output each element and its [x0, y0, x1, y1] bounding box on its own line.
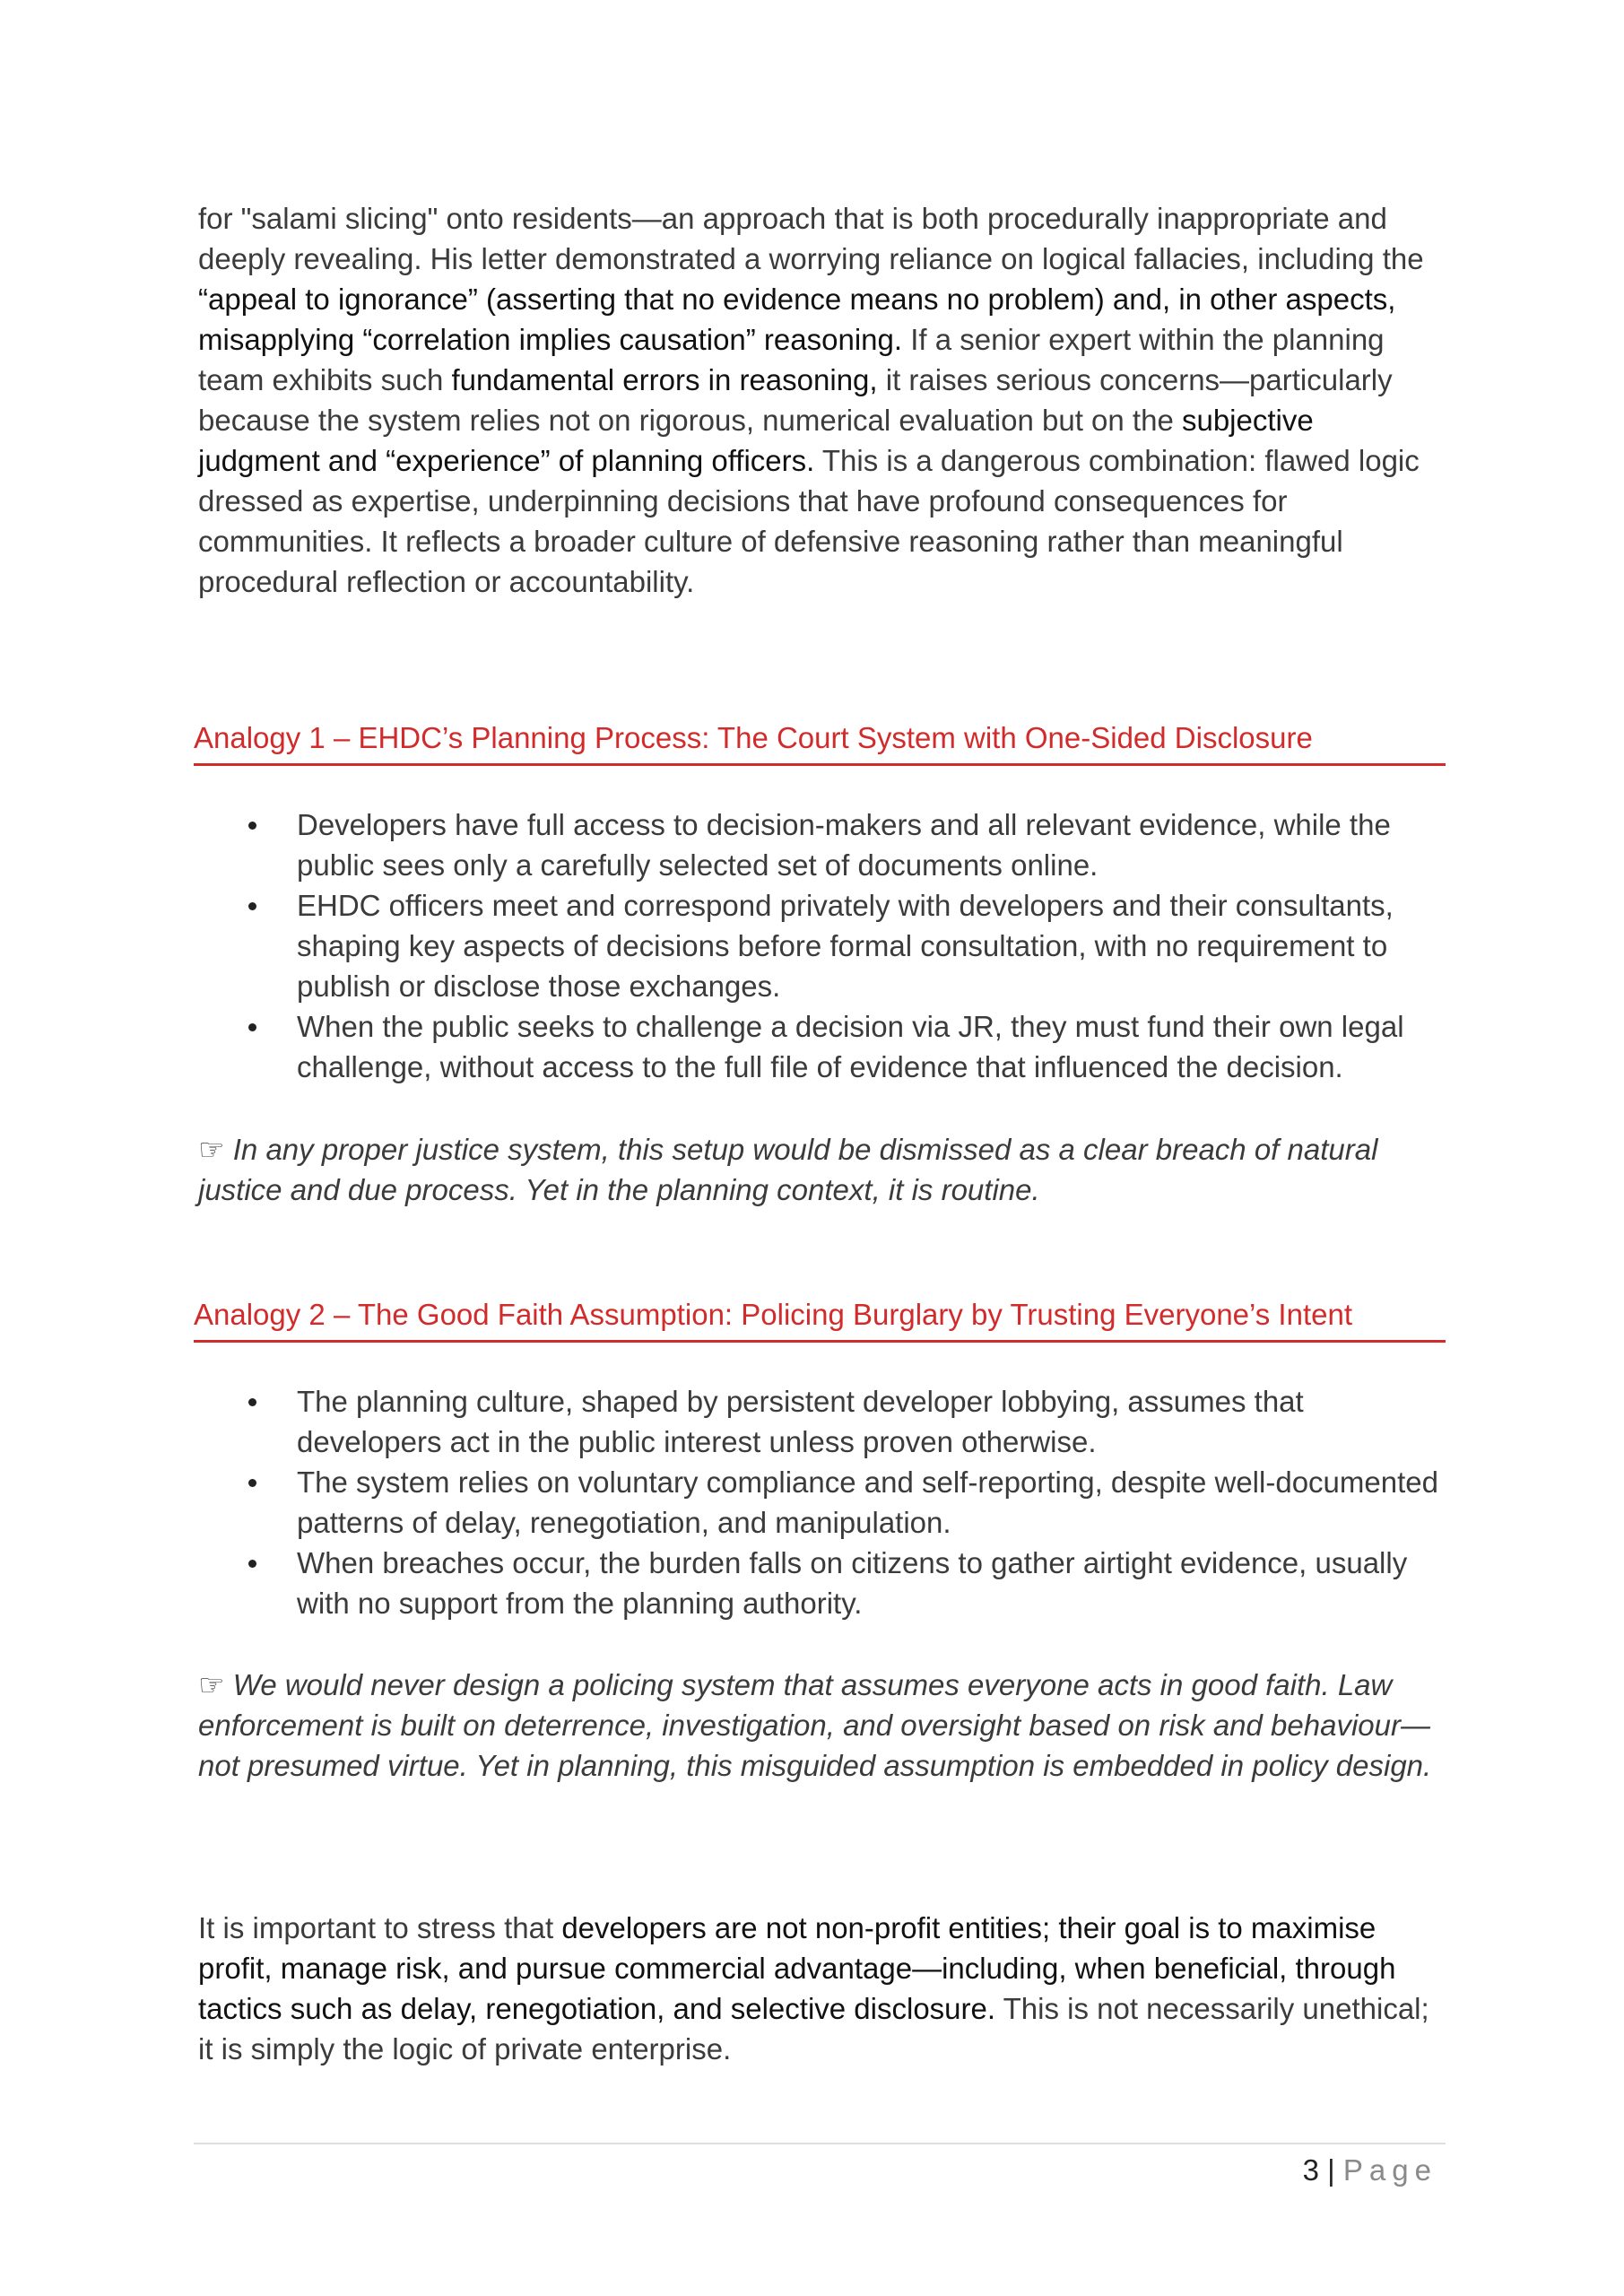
closing-paragraph — [198, 1908, 1436, 2069]
analogy2-note — [198, 1665, 1436, 1786]
footer-separator: | — [1327, 2153, 1335, 2187]
analogy1-bullet-item: When the public seeks to challenge a decision via JR, they must fund their own legal challenge, without access to the full file of evidence that influenced the decision. — [198, 1006, 1445, 1087]
analogy1-bullet-list — [198, 804, 1445, 1087]
analogy2-heading: Analogy 2 – The Good Faith Assumption: Policing Burglary by Trusting Everyone’s Intent — [194, 1294, 1446, 1343]
analogy1-bullet-item: Developers have full access to decision-makers and all relevant evidence, while the public sees only a carefully selected set of documents online. — [198, 804, 1445, 885]
page-label: Page — [1342, 2153, 1437, 2187]
analogy1-note-text: In any proper justice system, this setup would be dismissed as a clear breach of natural justice and due process. Yet in the planning context, it is routine. — [198, 1133, 1378, 1206]
para1-bold-3: subjective judgment and “experience” of planning officers. — [198, 404, 1314, 477]
para1-bold-2: fundamental errors in reasoning, — [451, 363, 878, 396]
page-footer — [1303, 2150, 1437, 2190]
analogy2-bullet-list — [198, 1381, 1445, 1623]
para2-bold-1: developers are not non-profit entities; their goal is to maximise profit, manage risk, and pursue commercial advantage—including, when beneficial, through tactics such as delay, renegotiation, and selective disclosure. — [198, 1911, 1396, 2025]
page-number: 3 — [1302, 2153, 1319, 2187]
analogy2-bullet-item: When breaches occur, the burden falls on citizens to gather airtight evidence, usually with no support from the planning authority. — [198, 1543, 1445, 1623]
pointing-hand-icon: ☞ — [198, 1133, 225, 1166]
para1-text-2: If a senior expert within the planning team exhibits such — [198, 323, 1385, 396]
analogy2-note-text: We would never design a policing system that assumes everyone acts in good faith. Law enforcement is built on deterrence, investigation, and oversight based on risk and behaviour—not presumed virtue. Yet in planning, this misguided assumption is embedded in policy design. — [198, 1668, 1432, 1782]
analogy2-bullet-item: The system relies on voluntary compliance and self-reporting, despite well-documented patterns of delay, renegotiation, and manipulation. — [198, 1462, 1445, 1543]
analogy1-bullet-item: EHDC officers meet and correspond privately with developers and their consultants, shaping key aspects of decisions before formal consultation, with no requirement to publish or disclose those exchanges. — [198, 885, 1445, 1006]
intro-paragraph — [198, 198, 1436, 602]
para1-text-4: This is a dangerous combination: flawed logic dressed as expertise, underpinning decisions that have profound consequences for communities. It reflects a broader culture of defensive reasoning rather than meaningful procedural reflection or accountability. — [198, 444, 1420, 598]
analogy1-heading: Analogy 1 – EHDC’s Planning Process: The Court System with One-Sided Disclosure — [194, 718, 1446, 766]
pointing-hand-icon: ☞ — [198, 1668, 225, 1701]
para1-text-3: it raises serious concerns—particularly because the system relies not on rigorous, numerical evaluation but on the — [198, 363, 1393, 437]
footer-divider — [194, 2143, 1446, 2144]
para2-text-1: It is important to stress that — [198, 1911, 562, 1944]
para1-text-1: for "salami slicing" onto residents—an approach that is both procedurally inappropriate and deeply revealing. His letter demonstrated a worrying reliance on logical fallacies, including the — [198, 202, 1424, 275]
para1-bold-1: “appeal to ignorance” (asserting that no evidence means no problem) and, in other aspects, misapplying “correlation implies causation” reasoning. — [198, 283, 1396, 356]
para2-text-2: This is not necessarily unethical; it is simply the logic of private enterprise. — [198, 1992, 1429, 2066]
analogy2-bullet-item: The planning culture, shaped by persistent developer lobbying, assumes that developers act in the public interest unless proven otherwise. — [198, 1381, 1445, 1462]
analogy1-note — [198, 1129, 1436, 1210]
